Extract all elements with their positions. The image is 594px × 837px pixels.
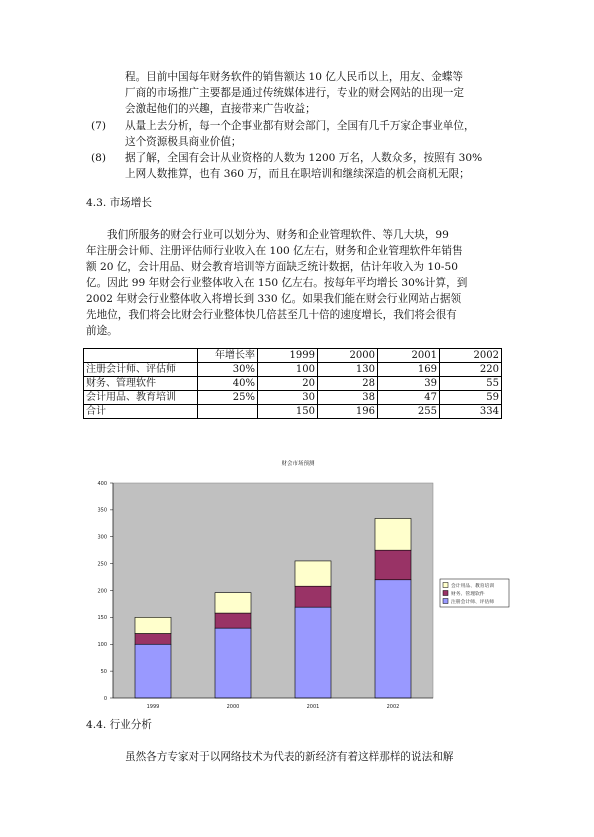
bar-segment [215,593,251,613]
intro-line-2: 厂商的市场推广主要都是通过传统媒体进行，专业的财会网站的出现一定 [125,87,464,99]
legend-swatch [443,583,448,588]
section-4-3-line-5: 2002 年财会行业整体收入将增长到 330 亿。如果我们能在财会行业网站占据领 [86,293,462,305]
point-7-line-1: 从量上去分析，每一个企事业都有财会部门，全国有几千万家企事业单位， [125,120,475,132]
chart-svg [83,455,513,710]
bar-segment [295,561,331,586]
table-cell: 30 [258,391,318,405]
table-cell: 196 [318,405,378,419]
section-4-3-line-3: 额 20 亿，会计用品、财会教育培训等方面缺乏统计数据，估计年收入为 10-50 [86,261,458,273]
bar-segment [295,607,331,698]
table-cell: 59 [440,391,502,405]
market-forecast-chart [83,455,513,710]
x-tick-label: 2002 [386,704,400,710]
table-cell: 40% [198,377,258,391]
bar-segment [135,617,171,633]
table-header-cell: 年增长率 [198,349,258,363]
point-8-line-2: 上网人数推算，也有 360 万，而且在职培训和继续深造的机会商机无限； [125,168,470,180]
bar-segment [375,550,411,580]
bar-segment [135,644,171,698]
revenue-table [83,348,502,419]
legend-swatch [443,599,448,604]
section-4-4-line-1: 虽然各方专家对于以网络技术为代表的新经济有着这样那样的说法和解 [125,751,454,763]
x-tick-label: 2001 [306,704,320,710]
table-cell: 财务、管理软件 [84,377,198,391]
y-tick-label: 50 [100,668,107,675]
table-cell: 会计用品、教育培训 [84,391,198,405]
x-tick-label: 2000 [226,704,240,710]
table-cell: 55 [440,377,502,391]
table-cell: 39 [378,377,440,391]
chart-legend [440,579,509,607]
bar-segment [215,628,251,698]
point-7-line-2: 这个资源极具商业价值； [125,136,242,148]
section-4-3-line-7: 前途。 [86,325,118,337]
y-tick-label: 0 [103,695,107,702]
table-cell: 30% [198,363,258,377]
legend-label: 财务、管理软件 [451,592,485,597]
table-cell: 合计 [84,405,198,419]
y-tick-label: 150 [97,615,107,622]
table-cell: 47 [378,391,440,405]
intro-line-3: 会激起他们的兴趣，直接带来广告收益； [125,103,316,115]
table-header-cell: 2000 [318,349,378,363]
y-tick-label: 200 [97,588,107,595]
table-cell: 150 [258,405,318,419]
y-tick-label: 250 [97,561,107,568]
section-4-4-title: 4.4. 行业分析 [86,719,152,731]
y-tick-label: 100 [97,642,107,649]
table-cell [198,405,258,419]
point-8-line-1: 据了解，全国有会计从业资格的人数为 1200 万名，人数众多，按照有 30% [125,152,483,164]
table-header-row [84,349,502,363]
bar-segment [135,634,171,645]
table-cell: 334 [440,405,502,419]
table-cell: 25% [198,391,258,405]
section-4-3-title: 4.3. 市场增长 [86,197,152,209]
x-tick-label: 1999 [146,704,160,710]
table-cell: 注册会计师、评估师 [84,363,198,377]
legend-swatch [443,591,448,596]
table-row [84,405,502,419]
legend-label: 注册会计师、评估师 [451,600,495,605]
table-row [84,363,502,377]
table-cell: 38 [318,391,378,405]
table-cell: 169 [378,363,440,377]
table-header-cell [84,349,198,363]
table-cell: 28 [318,377,378,391]
table-header-cell: 1999 [258,349,318,363]
section-4-3-line-6: 先地位，我们将会比财会行业整体快几倍甚至几十倍的速度增长，我们将会很有 [86,309,457,321]
legend-label: 会计用品、教育培训 [451,584,495,589]
y-tick-label: 350 [97,507,107,514]
table-row [84,391,502,405]
section-4-3-line-4: 亿。因此 99 年财会行业整体收入在 150 亿左右。按每年平均增长 30%计算，到 [86,277,468,289]
table-cell: 130 [318,363,378,377]
y-tick-label: 300 [97,534,107,541]
bar-segment [375,580,411,698]
table-header-cell: 2001 [378,349,440,363]
section-4-3-line-1: 我们所服务的财会行业可以划分为、财务和企业管理软件、等几大块，99 [107,229,449,241]
table-header-cell: 2002 [440,349,502,363]
table-row [84,377,502,391]
bar-segment [375,518,411,550]
section-4-3-line-2: 年注册会计师、注册评估师行业收入在 100 亿左右，财务和企业管理软件年销售 [86,245,463,257]
table-cell: 255 [378,405,440,419]
table-cell: 100 [258,363,318,377]
y-tick-label: 400 [97,480,107,487]
table-cell: 220 [440,363,502,377]
table-cell: 20 [258,377,318,391]
chart-title: 财会市场预测 [281,461,315,467]
point-7-number: (7) [91,120,107,132]
point-8-number: (8) [91,152,107,164]
bar-segment [295,586,331,607]
intro-line-1: 程。目前中国每年财务软件的销售额达 10 亿人民币以上，用友、金蝶等 [125,71,464,83]
bar-segment [215,613,251,628]
